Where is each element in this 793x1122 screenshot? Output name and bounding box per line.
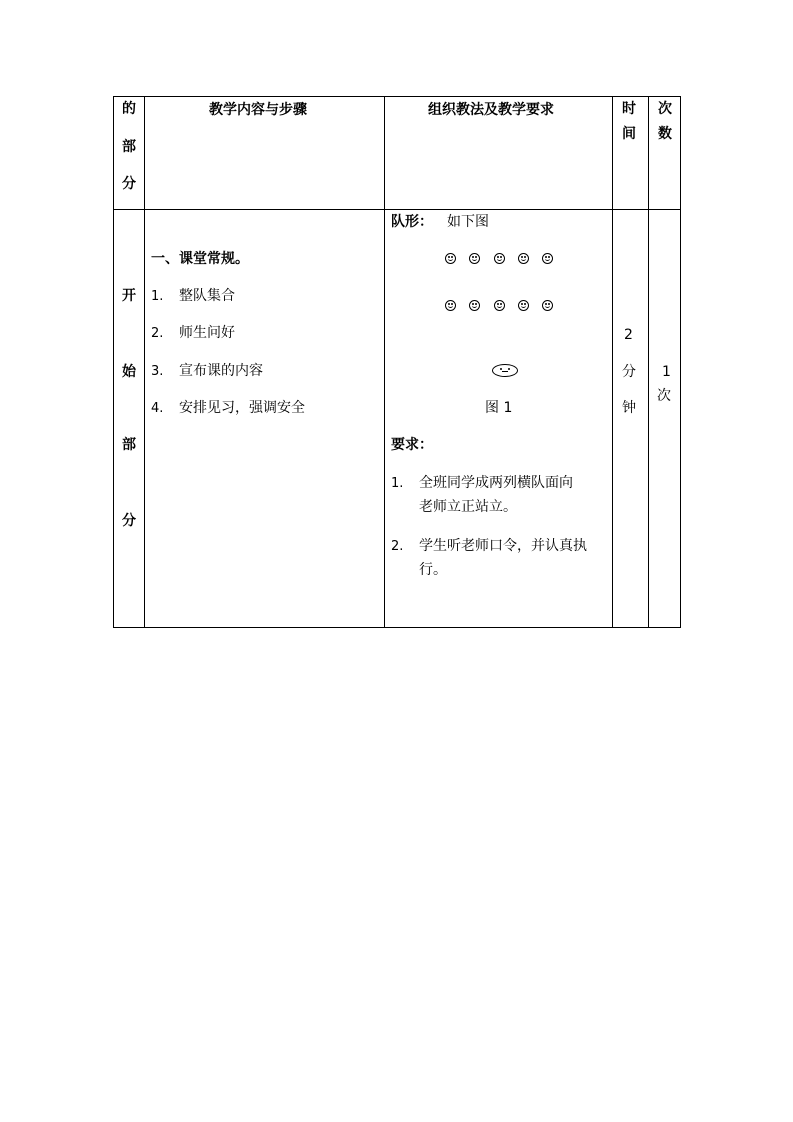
column-divider <box>144 97 145 627</box>
smiley-student-icon <box>542 253 553 264</box>
smiley-student-icon <box>518 253 529 264</box>
smiley-student-icon <box>469 253 480 264</box>
step-text: 师生问好 <box>179 325 235 341</box>
requirement-line: 全班同学成两列横队面向 <box>419 475 573 491</box>
requirement-line: 老师立正站立。 <box>419 499 517 515</box>
header-part-char: 部 <box>122 139 136 155</box>
header-content-steps: 教学内容与步骤 <box>209 102 307 118</box>
smiley-student-icon <box>518 300 529 311</box>
smiley-student-icon <box>445 300 456 311</box>
smiley-student-icon <box>494 300 505 311</box>
step-text: 整队集合 <box>179 288 235 304</box>
step-text: 宣布课的内容 <box>179 363 263 379</box>
header-count-char: 次 <box>658 101 672 117</box>
formation-label: 队形： <box>391 214 433 230</box>
step-number: 4. <box>151 401 164 416</box>
requirements-label: 要求： <box>391 437 433 453</box>
header-time-char: 时 <box>622 101 636 117</box>
step-number: 2. <box>151 326 164 341</box>
time-unit-char: 钟 <box>622 400 636 416</box>
requirement-line: 学生听老师口令，并认真执 <box>419 538 587 554</box>
column-divider <box>384 97 385 627</box>
figure-caption: 图 1 <box>485 400 513 416</box>
part-char: 部 <box>122 437 136 453</box>
time-value: 2 <box>624 327 633 343</box>
part-char: 始 <box>122 364 136 380</box>
header-time-char: 间 <box>622 126 636 142</box>
row-divider <box>114 209 680 210</box>
smiley-student-icon <box>445 253 456 264</box>
lesson-plan-table <box>113 96 681 628</box>
step-text: 安排见习，强调安全 <box>179 400 305 416</box>
column-divider <box>648 97 649 627</box>
step-number: 3. <box>151 364 164 379</box>
header-part-char: 分 <box>122 176 136 192</box>
smiley-student-icon <box>542 300 553 311</box>
count-unit: 次 <box>657 388 671 404</box>
requirement-number: 2. <box>391 539 404 554</box>
smiley-student-icon <box>469 300 480 311</box>
smiley-student-icon <box>494 253 505 264</box>
part-char: 开 <box>122 288 136 304</box>
step-number: 1. <box>151 289 164 304</box>
formation-value: 如下图 <box>447 214 489 230</box>
requirement-line: 行。 <box>419 562 447 578</box>
requirement-number: 1. <box>391 476 404 491</box>
column-divider <box>612 97 613 627</box>
smiley-teacher-icon <box>492 364 518 377</box>
time-unit-char: 分 <box>622 364 636 380</box>
header-part-char: 的 <box>122 101 136 117</box>
header-count-char: 数 <box>658 126 672 142</box>
section-title: 一、课堂常规。 <box>151 251 249 267</box>
count-value: 1 <box>662 364 671 380</box>
part-char: 分 <box>122 513 136 529</box>
header-organization: 组织教法及教学要求 <box>428 102 554 118</box>
